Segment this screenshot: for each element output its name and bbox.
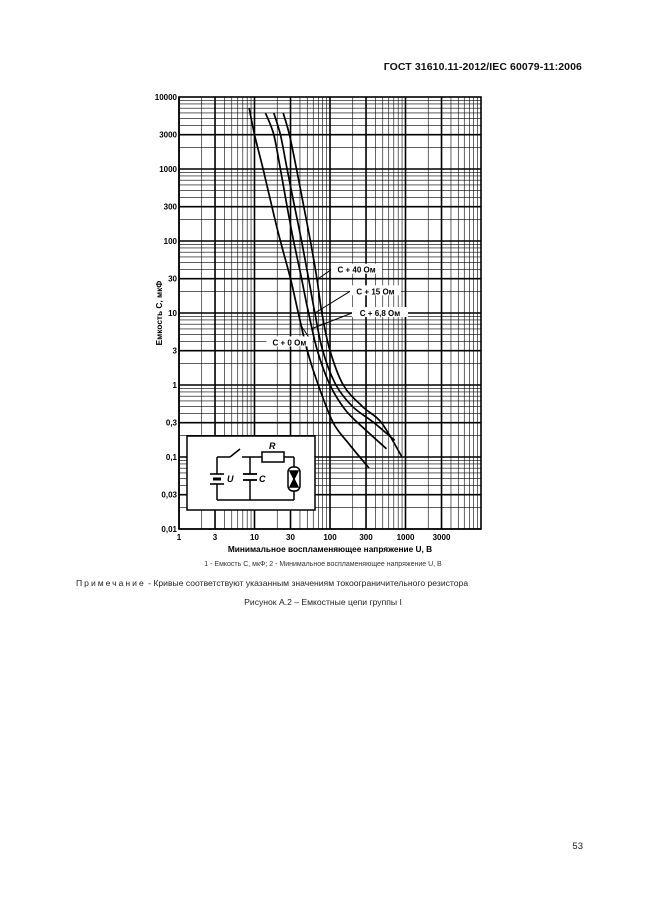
capacitor-label: C [259,474,266,484]
x-tick-labels [177,533,451,542]
y-tick-label-0: 10000 [154,93,177,102]
x-tick-label-0: 1 [176,533,182,542]
resistor-symbol [262,452,284,462]
x-tick-label-1: 3 [212,533,218,542]
y-tick-label-5: 30 [168,274,177,284]
note-text: - Кривые соответствуют указанным значениям токоограничительного резистора [145,578,469,588]
y-tick-label-10: 0,1 [165,453,177,462]
voltage-label: U [227,474,234,484]
y-tick-label-12: 0,01 [161,525,177,534]
y-tick-label-6: 10 [168,309,177,318]
resistor-label: R [269,441,276,451]
figure-legend: 1 - Емкость С, мкФ; 2 - Минимальное воспламеняющее напряжение U, В [204,561,442,568]
annotation-label-1: C + 15 Ом [356,287,395,297]
spark-gap-symbol [288,467,300,491]
y-tick-label-1: 3000 [159,130,177,140]
y-axis-label: Емкость C, мкФ [154,280,164,346]
x-axis-label: Минимальное воспламеняющее напряжение U, В [227,544,433,554]
annotation-label-2: C + 6,8 Ом [359,309,401,318]
x-tick-label-4: 100 [323,533,337,542]
figure-caption: Рисунок А.2 – Емкостные цепи группы I [244,597,402,607]
circuit-inset [187,436,315,510]
annotation-label-0: C + 40 Ом [337,265,376,275]
figure-note [76,578,468,588]
y-tick-label-11: 0,03 [161,490,177,500]
curve-series-1 [266,113,387,449]
y-tick-label-2: 1000 [159,165,177,174]
page-number: 53 [572,841,583,852]
y-tick-label-7: 3 [172,346,177,356]
y-tick-label-3: 300 [163,202,177,212]
x-tick-label-3: 30 [286,533,295,542]
note-prefix: Примечание [76,578,146,588]
x-tick-label-2: 10 [250,533,259,542]
document-header: ГОСТ 31610.11-2012/IEC 60079-11:2006 [383,61,582,73]
x-tick-label-7: 3000 [432,533,451,542]
annotation-leader-0 [318,270,331,279]
x-tick-label-6: 1000 [396,533,415,542]
curve-series-2 [274,113,395,440]
y-tick-label-9: 0,3 [165,418,177,428]
x-tick-label-5: 300 [359,533,373,542]
annotation-label-3: C + 0 Ом [272,338,307,348]
y-tick-label-8: 1 [172,381,177,390]
y-tick-label-4: 100 [163,237,177,246]
